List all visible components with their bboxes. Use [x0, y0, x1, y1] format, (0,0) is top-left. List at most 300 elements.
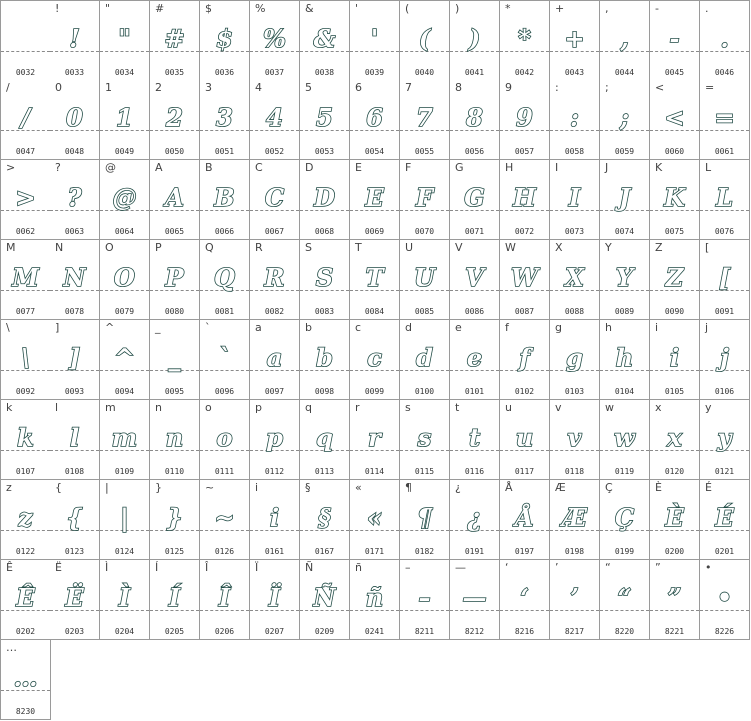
character-label: ñ: [355, 561, 362, 574]
glyph-cell: [50, 480, 100, 560]
character-label: T: [355, 241, 362, 254]
glyph-cell: [150, 0, 200, 81]
character-label: `: [205, 321, 211, 334]
glyph-sample: Ì: [118, 583, 131, 612]
glyph-cell: [350, 0, 400, 81]
character-code: 0069: [364, 227, 385, 236]
glyph-cell: [700, 160, 750, 240]
character-label: “: [605, 561, 611, 574]
character-label: Æ: [555, 481, 566, 494]
glyph-sample: E: [365, 183, 384, 212]
glyph-cell: [450, 560, 500, 640]
glyph-cell: [600, 0, 650, 81]
character-label: 3: [205, 81, 212, 94]
glyph-sample: «: [367, 503, 382, 532]
character-code: 0084: [364, 307, 385, 316]
glyph-cell: [350, 320, 400, 400]
glyph-cell: [200, 160, 250, 240]
character-label: ~: [205, 481, 215, 494]
glyph-cell: [600, 240, 650, 320]
glyph-sample: }: [166, 503, 183, 532]
character-code: 0101: [464, 387, 485, 396]
character-code: 8230: [15, 707, 36, 716]
glyph-sample: p: [266, 423, 283, 452]
character-code: 0045: [664, 68, 685, 77]
character-label: t: [455, 401, 460, 414]
glyph-sample: h: [615, 343, 634, 372]
glyph-cell: [600, 560, 650, 640]
glyph-sample: !: [69, 24, 80, 53]
character-label: [: [705, 241, 710, 254]
glyph-cell: [150, 160, 200, 240]
character-label: c: [355, 321, 362, 334]
glyph-sample: e: [466, 343, 483, 372]
character-label: #: [155, 2, 165, 15]
character-code: 0114: [364, 467, 385, 476]
character-label: z: [6, 481, 12, 494]
glyph-cell: [550, 400, 600, 480]
glyph-cell: [50, 240, 100, 320]
glyph-cell: [500, 320, 550, 400]
character-code: 0061: [714, 147, 735, 156]
glyph-cell: [200, 80, 250, 160]
character-label: (: [405, 2, 410, 15]
glyph-sample: q: [316, 423, 333, 452]
character-label: v: [555, 401, 562, 414]
character-code: 0109: [114, 467, 135, 476]
glyph-sample: P: [165, 263, 184, 292]
glyph-cell: [550, 240, 600, 320]
glyph-sample: ”: [667, 583, 682, 612]
glyph-sample: I: [568, 183, 581, 212]
character-label: -: [655, 2, 659, 15]
glyph-cell: [550, 320, 600, 400]
character-code: 8220: [614, 627, 635, 636]
character-code: 0041: [464, 68, 485, 77]
glyph-sample: Ï: [268, 583, 281, 612]
character-label: ;: [605, 81, 609, 94]
character-label: Y: [605, 241, 612, 254]
character-label: U: [405, 241, 414, 254]
glyph-sample: w: [614, 423, 635, 452]
glyph-cell: [100, 240, 150, 320]
character-code: 0044: [614, 68, 635, 77]
character-label: §: [305, 481, 311, 494]
character-label: I: [555, 161, 559, 174]
character-label: ]: [55, 321, 60, 334]
glyph-cell: [50, 400, 100, 480]
character-label: \: [6, 321, 10, 334]
glyph-sample: M: [12, 263, 39, 292]
character-label: È: [655, 481, 662, 494]
glyph-cell: [200, 480, 250, 560]
glyph-cell: [350, 80, 400, 160]
character-label: :: [555, 81, 559, 94]
glyph-sample: .: [720, 24, 729, 53]
glyph-sample: V: [465, 263, 484, 292]
character-label: X: [555, 241, 563, 254]
glyph-sample: f: [519, 343, 530, 372]
character-code: 0034: [114, 68, 135, 77]
character-code: 0182: [414, 547, 435, 556]
character-code: 0058: [564, 147, 585, 156]
glyph-sample: 5: [316, 103, 333, 132]
glyph-sample: r: [368, 423, 381, 452]
glyph-cell: [450, 480, 500, 560]
glyph-cell: [600, 160, 650, 240]
character-label: W: [505, 241, 516, 254]
character-code: 0097: [264, 387, 285, 396]
character-label: $: [205, 2, 212, 15]
character-label: }: [155, 481, 162, 494]
glyph-cell: [100, 320, 150, 400]
character-code: 0056: [464, 147, 485, 156]
glyph-cell: [200, 0, 250, 81]
glyph-sample: l: [69, 423, 80, 452]
character-label: b: [305, 321, 312, 334]
glyph-cell: [400, 160, 450, 240]
glyph-sample: +: [564, 24, 585, 53]
character-code: 0112: [264, 467, 285, 476]
glyph-cell: [250, 160, 300, 240]
character-label: h: [605, 321, 612, 334]
character-label: ’: [555, 561, 559, 574]
character-label: &: [305, 2, 314, 15]
glyph-cell: [550, 560, 600, 640]
glyph-sample: o: [216, 423, 233, 452]
glyph-sample: #: [164, 24, 185, 53]
glyph-cell: [350, 160, 400, 240]
character-label: 9: [505, 81, 512, 94]
glyph-cell: [450, 320, 500, 400]
glyph-sample: 3: [216, 103, 233, 132]
character-code: 0106: [714, 387, 735, 396]
character-label: ^: [105, 321, 115, 334]
glyph-sample: >: [15, 183, 36, 212]
glyph-cell: [100, 0, 150, 81]
glyph-cell: [300, 480, 350, 560]
glyph-cell: [500, 80, 550, 160]
glyph-cell: [450, 240, 500, 320]
character-code: 0036: [214, 68, 235, 77]
character-code: 0087: [514, 307, 535, 316]
glyph-sample: \: [21, 343, 30, 372]
glyph-sample: N: [63, 263, 86, 292]
glyph-sample: Q: [214, 263, 235, 292]
glyph-sample: C: [264, 183, 285, 212]
glyph-sample: t: [468, 423, 481, 452]
glyph-cell: [700, 480, 750, 560]
glyph-cell: [300, 80, 350, 160]
character-code: 0064: [114, 227, 135, 236]
glyph-sample: –: [418, 583, 431, 612]
glyph-sample: R: [264, 263, 285, 292]
character-label: Q: [205, 241, 214, 254]
character-code: 0083: [314, 307, 335, 316]
character-label: ): [455, 2, 460, 15]
glyph-cell: [600, 480, 650, 560]
character-code: 0205: [164, 627, 185, 636]
glyph-sample: 4: [266, 103, 283, 132]
glyph-sample: `: [218, 343, 231, 372]
glyph-cell: [0, 240, 51, 320]
character-label: Ê: [6, 561, 13, 574]
glyph-sample: ñ: [365, 583, 384, 612]
glyph-sample: Ê: [16, 583, 35, 612]
glyph-cell: [150, 80, 200, 160]
glyph-cell: [650, 400, 700, 480]
character-label: «: [355, 481, 362, 494]
glyph-cell: [250, 0, 300, 81]
character-label: f: [505, 321, 509, 334]
character-code: 0171: [364, 547, 385, 556]
character-label: M: [6, 241, 16, 254]
glyph-sample: •: [716, 583, 733, 612]
character-label: <: [655, 81, 665, 94]
glyph-sample: ~: [214, 503, 235, 532]
glyph-cell: [50, 560, 100, 640]
glyph-sample: B: [214, 183, 235, 212]
character-label: s: [405, 401, 411, 414]
glyph-sample: c: [367, 343, 382, 372]
character-code: 0073: [564, 227, 585, 236]
character-label: O: [105, 241, 114, 254]
glyph-cell: [550, 0, 600, 81]
glyph-sample: Î: [218, 583, 231, 612]
character-label: ¿: [455, 481, 461, 494]
glyph-cell: [400, 400, 450, 480]
glyph-sample: H: [513, 183, 536, 212]
glyph-cell: [0, 640, 51, 720]
character-code: 8211: [414, 627, 435, 636]
character-code: 0060: [664, 147, 685, 156]
character-label: %: [255, 2, 266, 15]
glyph-sample: j: [720, 343, 729, 372]
glyph-cell: [200, 320, 250, 400]
glyph-cell: [100, 480, 150, 560]
glyph-sample: 1: [116, 103, 133, 132]
character-label: m: [105, 401, 116, 414]
glyph-sample: :: [570, 103, 579, 132]
character-code: 0125: [164, 547, 185, 556]
character-code: 0081: [214, 307, 235, 316]
character-label: R: [255, 241, 263, 254]
character-label: Ï: [255, 561, 259, 574]
character-code: 0115: [414, 467, 435, 476]
glyph-sample: ": [118, 24, 131, 53]
character-code: 0071: [464, 227, 485, 236]
character-code: 0107: [15, 467, 36, 476]
glyph-cell: [250, 80, 300, 160]
glyph-sample: i: [669, 343, 680, 372]
glyph-sample: ¿: [467, 503, 482, 532]
glyph-cell: [100, 560, 150, 640]
glyph-sample: *: [518, 24, 531, 53]
character-code: 0104: [614, 387, 635, 396]
character-code: 0088: [564, 307, 585, 316]
character-code: 0066: [214, 227, 235, 236]
character-label: S: [305, 241, 312, 254]
character-code: 0198: [564, 547, 585, 556]
glyph-sample: s: [417, 423, 432, 452]
character-label: Î: [205, 561, 209, 574]
character-code: 0090: [664, 307, 685, 316]
character-label: Ñ: [305, 561, 314, 574]
character-label: É: [705, 481, 712, 494]
glyph-sample: <: [664, 103, 685, 132]
character-code: 0200: [664, 547, 685, 556]
character-label: V: [455, 241, 463, 254]
character-label: 5: [305, 81, 312, 94]
character-label: –: [405, 561, 411, 574]
glyph-cell: [500, 0, 550, 81]
glyph-cell: [600, 80, 650, 160]
character-code: 0121: [714, 467, 735, 476]
glyph-cell: [50, 320, 100, 400]
glyph-sample: |: [120, 503, 129, 532]
character-code: 0241: [364, 627, 385, 636]
glyph-cell: [100, 160, 150, 240]
glyph-sample: 0: [66, 103, 83, 132]
character-code: 0047: [15, 147, 36, 156]
glyph-cell: [200, 560, 250, 640]
character-code: 0062: [15, 227, 36, 236]
glyph-sample: T: [365, 263, 384, 292]
character-code: 0085: [414, 307, 435, 316]
glyph-cell: [400, 80, 450, 160]
glyph-sample: F: [415, 183, 434, 212]
glyph-sample: Í: [168, 583, 181, 612]
glyph-sample: Z: [665, 263, 684, 292]
character-label: e: [455, 321, 462, 334]
character-code: 0099: [364, 387, 385, 396]
glyph-cell: [250, 560, 300, 640]
glyph-cell: [300, 320, 350, 400]
glyph-cell: [700, 560, 750, 640]
glyph-cell: [350, 560, 400, 640]
glyph-cell: [400, 0, 450, 81]
character-code: 0065: [164, 227, 185, 236]
character-label: =: [705, 81, 715, 94]
character-code: 0067: [264, 227, 285, 236]
glyph-sample: {: [66, 503, 83, 532]
glyph-sample: k: [17, 423, 34, 452]
glyph-cell: [50, 160, 100, 240]
character-label: p: [255, 401, 262, 414]
glyph-sample: G: [464, 183, 485, 212]
character-code: 0093: [64, 387, 85, 396]
glyph-cell: [700, 400, 750, 480]
character-label: a: [255, 321, 262, 334]
character-code: 0094: [114, 387, 135, 396]
glyph-cell: [0, 560, 51, 640]
character-code: 8216: [514, 627, 535, 636]
character-code: 0076: [714, 227, 735, 236]
glyph-cell: [250, 480, 300, 560]
glyph-cell: [450, 0, 500, 81]
character-code: 0068: [314, 227, 335, 236]
character-code: 0074: [614, 227, 635, 236]
glyph-sample: O: [114, 263, 135, 292]
glyph-sample: Ñ: [313, 583, 336, 612]
character-label: j: [705, 321, 709, 334]
character-code: 0039: [364, 68, 385, 77]
character-code: 0105: [664, 387, 685, 396]
glyph-sample: ;: [620, 103, 629, 132]
character-code: 0204: [114, 627, 135, 636]
character-code: 0070: [414, 227, 435, 236]
character-label: ,: [605, 2, 609, 15]
glyph-sample: D: [314, 183, 335, 212]
character-label: d: [405, 321, 412, 334]
glyph-sample: [: [718, 263, 731, 292]
character-label: …: [6, 641, 17, 654]
character-label: Z: [655, 241, 663, 254]
character-code: 0209: [314, 627, 335, 636]
character-code: 0111: [214, 467, 235, 476]
glyph-sample: È: [665, 503, 684, 532]
glyph-cell: [550, 80, 600, 160]
character-code: 0046: [714, 68, 735, 77]
character-code: 0054: [364, 147, 385, 156]
character-label: q: [305, 401, 312, 414]
glyph-sample: [1, 19, 50, 59]
character-label: B: [205, 161, 213, 174]
glyph-cell: [250, 400, 300, 480]
glyph-cell: [300, 240, 350, 320]
glyph-sample: U: [414, 263, 435, 292]
character-code: 0043: [564, 68, 585, 77]
character-label: ”: [655, 561, 661, 574]
character-label: G: [455, 161, 464, 174]
character-label: 2: [155, 81, 162, 94]
character-code: 8212: [464, 627, 485, 636]
character-code: 0092: [15, 387, 36, 396]
glyph-sample: 9: [516, 103, 533, 132]
glyph-sample: —: [462, 583, 487, 612]
glyph-sample: v: [567, 423, 582, 452]
character-code: 0082: [264, 307, 285, 316]
character-code: 0126: [214, 547, 235, 556]
glyph-sample: u: [515, 423, 534, 452]
glyph-cell: [650, 240, 700, 320]
glyph-sample: y: [717, 423, 732, 452]
glyph-sample: g: [566, 343, 583, 372]
character-code: 0119: [614, 467, 635, 476]
character-label: _: [155, 321, 161, 334]
character-label: /: [6, 81, 10, 94]
glyph-sample: _: [168, 343, 181, 372]
glyph-cell: [650, 560, 700, 640]
character-code: 0167: [314, 547, 335, 556]
glyph-sample: 7: [416, 103, 433, 132]
character-code: 0191: [464, 547, 485, 556]
character-label: |: [105, 481, 109, 494]
character-code: 0113: [314, 467, 335, 476]
character-label: 6: [355, 81, 362, 94]
character-code: 0033: [64, 68, 85, 77]
glyph-cell: [200, 400, 250, 480]
glyph-cell: [150, 400, 200, 480]
glyph-sample: /: [21, 103, 30, 132]
character-code: 0059: [614, 147, 635, 156]
glyph-sample: d: [416, 343, 433, 372]
character-code: 0124: [114, 547, 135, 556]
glyph-cell: [350, 240, 400, 320]
glyph-sample: Å: [515, 503, 534, 532]
glyph-cell: [600, 400, 650, 480]
character-code: 0201: [714, 547, 735, 556]
